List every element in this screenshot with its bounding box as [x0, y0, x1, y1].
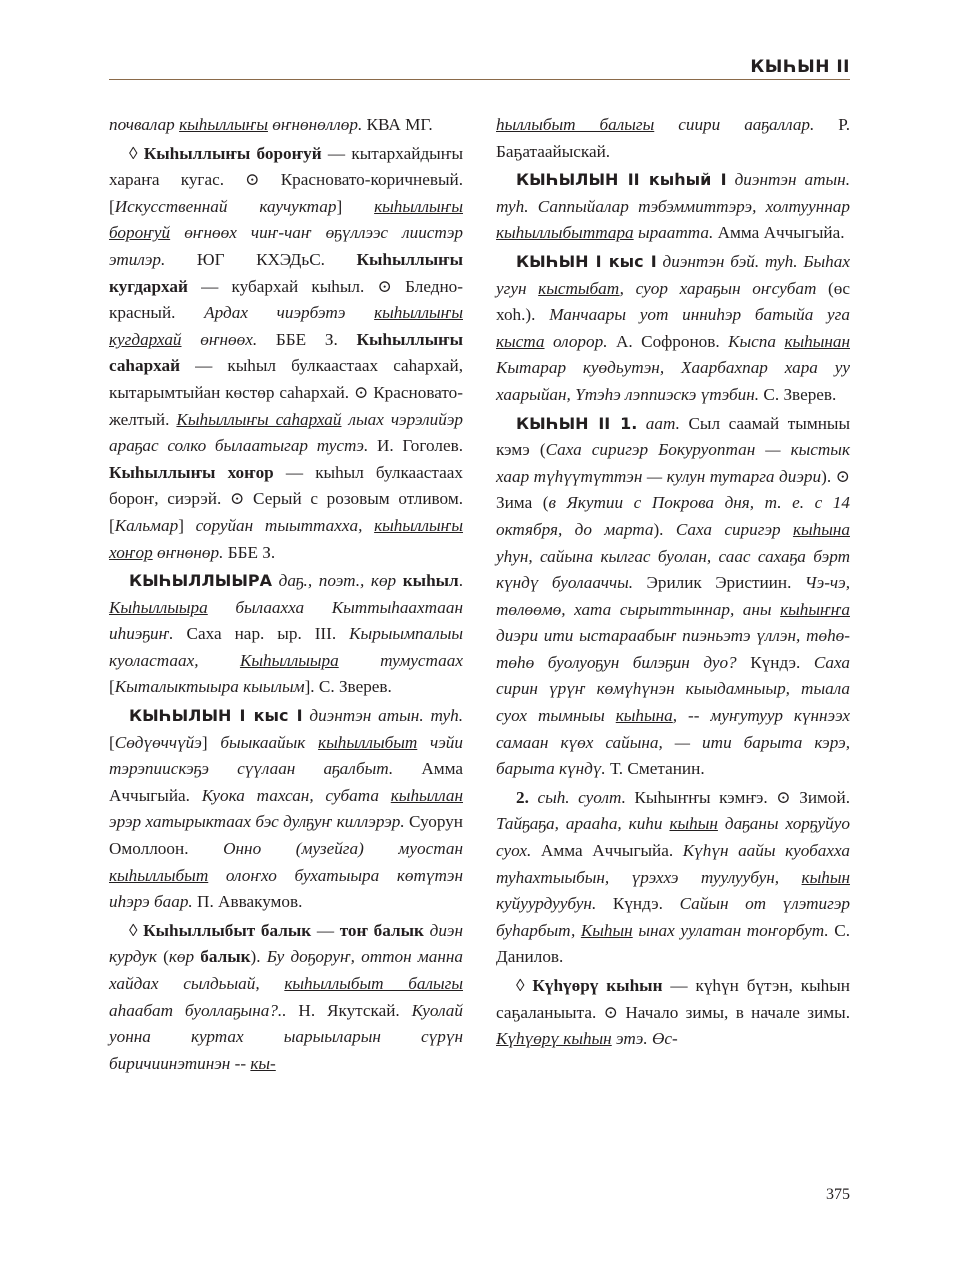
text-run: ББЕ З. [223, 542, 276, 562]
bold-term: кыһыл [402, 571, 459, 591]
text-run: Кытарар куөдьутэн, Хаарбахпар хара уу хаарыйан, Үтэһэ лэппиэскэ үтэбин. [496, 358, 850, 404]
text-run: кыһыллыбыт [318, 732, 418, 752]
text-run: Сайын от үлэтигэр буһарбыт, [496, 894, 851, 940]
text-run: кыһыллыҥы бороҥуй [109, 196, 463, 243]
text-run: кыһыллыбыт [109, 865, 209, 885]
headword: КЫҺЫН II 1. [516, 413, 638, 433]
text-run: кыһына [792, 519, 850, 539]
text-run: ыраатта. [633, 223, 714, 243]
dictionary-paragraph [496, 973, 850, 1053]
text-run: олоҥхо бухатыыра көтүтэн иһэрэ баар. [109, 865, 463, 912]
text-run: куйуурдуубун. [496, 894, 597, 914]
headword: КЫҺЫЛЫН I кыс I [129, 706, 303, 726]
text-run: Күһүн аайы куобахха туһахтыыбын, үрэххэ туулуубун, [496, 841, 850, 887]
text-run: кыһына [615, 706, 673, 726]
text-run: Чэ-чэ, төлөөмө, хата сырыттыннар, аны [496, 573, 850, 619]
text-run: соруйан тыыттаххa, [195, 515, 375, 535]
text-run: — [311, 920, 340, 940]
text-run: Саха сирин үрүҥ көмүһүнэн кыыдамныыр, тыала суох тымныы [496, 652, 850, 726]
text-run: ЮГ КХЭДьС. [165, 249, 357, 269]
headword: КЫҺЫЛЛЫЫРА [129, 571, 273, 591]
text-run: Амма Аччыгыйа. [531, 841, 683, 861]
text-run: . [458, 571, 463, 591]
text-run: Искусственнай каучуктар [114, 196, 337, 216]
text-run: аһаабат буоллаҕына?.. [109, 1000, 287, 1020]
text-run: тумустаах [338, 650, 463, 670]
text-run: быыкаайык [220, 732, 319, 752]
text-run: өҥнөнөллөр. [267, 115, 367, 134]
text-run: С. Данилов. [496, 920, 851, 967]
page-number: 375 [826, 1186, 850, 1203]
text-run: [ [109, 732, 115, 752]
dictionary-paragraph [496, 411, 850, 783]
text-run: кыһыллан [390, 785, 463, 805]
text-run: — кыһыл булкаастаах бороҥ, сиэрэй. ⊙ Серый с розовым отливом. [ [109, 462, 463, 535]
text-run: сыһ. суолт. [528, 787, 626, 807]
text-run: Кыһыллыыра [239, 650, 339, 670]
text-run: Н. Якутскай. [286, 1000, 412, 1020]
bold-term: Кыһыллыҥы саһархай [109, 329, 463, 376]
text-run: Куолай уонна куртах ыарыыларын сүрүн биричиинэтинэн -- [109, 1000, 463, 1073]
bold-term: тоҥ балык [339, 920, 424, 940]
bold-term: 2. [516, 787, 529, 807]
text-run: кыһынан [784, 331, 850, 351]
text-run: Кыһыллыҥы саһархай [176, 409, 342, 429]
text-run: ] [178, 515, 196, 535]
text-run: даҕ., поэт., көр [272, 571, 403, 591]
left-column [109, 112, 463, 1079]
text-run: кыһын [669, 814, 718, 834]
text-run: Ардах чиэрбэтэ [204, 303, 375, 323]
text-run: уһун, сайына кылгас буолан, саас сахаҕа бэрт күндү буолааччы. [496, 546, 850, 593]
text-run: кыһын [801, 867, 850, 887]
headword: КЫҺЫН I кыс I [516, 251, 657, 271]
text-run: кыһыҥҥа [780, 599, 850, 619]
text-run: Манчаары уот инниһэр батыйа уга [549, 305, 850, 325]
bold-term: Кыһыллыҥы бороҥуй [143, 143, 322, 163]
dictionary-paragraph [109, 703, 463, 916]
text-run: кыһыллыбыттара [496, 223, 634, 243]
text-run: Күһүөрү кыһын [496, 1029, 612, 1049]
text-run: этэ. Өс- [611, 1029, 678, 1049]
bold-term: Күһүөрү кыһын [532, 976, 663, 995]
text-run: лыах чэрэлийэр араҕас солко былаатыгар тустэ. [109, 409, 463, 456]
text-run: в Якутии с Покрова дня, т. е. с 14 октября, до марта [496, 493, 850, 539]
text-run: ). [250, 947, 267, 967]
text-run: кы- [250, 1053, 276, 1073]
text-run: Бу доҕоруҥ, оттон манна хайдах сылдьыай, [109, 947, 464, 993]
text-run: ). ⊙ Зима ( [496, 466, 851, 513]
text-run: Саха сиригэр Бокуруоптан — кыстык хаар түһүүтүттэн — кулун тутарга диэри [496, 440, 850, 486]
dictionary-paragraph [109, 918, 463, 1078]
text-run: Куока тахсан, субата [201, 785, 391, 805]
text-run: Кырыымпалыы куоластаах, [109, 624, 463, 670]
right-column [496, 112, 850, 1055]
text-run: Саха нар. ыр. III. [173, 624, 350, 644]
text-run: чэйи тэрэпиискэҕэ сүүлаан аҕалбыт. [109, 732, 463, 779]
text-run: Кыһыллыыра [109, 597, 208, 617]
text-run: көр [168, 947, 195, 967]
text-run: Эрилик Эристиин. [633, 573, 805, 593]
header-rule [109, 79, 850, 80]
text-run: Онно (музейга) муостан [223, 839, 463, 859]
text-run: аат. [637, 413, 680, 433]
dictionary-paragraph [496, 249, 850, 409]
text-run: — кыһыл булкаастаах саһархай, кытарымтыйан көстөр саһархай. ⊙ Красновато-желтый. [109, 356, 463, 429]
running-header-title: КЫҺЫН II [750, 57, 850, 77]
bold-term: Кыһыллыҥы хоҥор [109, 462, 274, 482]
text-run: эрэр хатырыктаах бэс дулҕуҥ киллэрэр. [109, 812, 405, 832]
text-run: былаахха Кыттыһаахтаан иһиэҕиҥ. [109, 597, 463, 644]
text-run: Сыл саамай тымныы кэмэ ( [496, 413, 851, 460]
text-run: ◊ [129, 920, 144, 940]
dictionary-paragraph [109, 568, 463, 701]
text-run: ]. С. Зверев. [304, 677, 392, 697]
text-run: Күндэ. [736, 652, 814, 672]
text-run: диэри ити ыстараабыҥ пиэньэтэ үллэн, төһө-төһө буолуоҕун билэҕин дуо? [496, 626, 850, 672]
text-run: даҕаны хорҕуйуо суох. [496, 814, 850, 861]
text-run: Саха сиригэр [675, 519, 793, 539]
text-run: Т. Сметанин. [605, 759, 705, 779]
text-run: һыллыбыт балыгы [496, 115, 655, 134]
text-run: диэнтэн атын. туһ. [302, 706, 463, 726]
text-run: ] [336, 196, 375, 216]
text-run: Кыһыҥҥы кэмҥэ. ⊙ Зимой. [625, 787, 850, 807]
text-run: (өс хоһ.). [496, 278, 850, 325]
text-run: кыһыллыҥы хоҥор [109, 515, 463, 562]
text-run: ). [653, 519, 676, 539]
text-run: Кыһын [580, 920, 633, 940]
text-run: өҥнөөх. [181, 329, 258, 349]
text-run: диэн курдук [109, 920, 464, 967]
text-run: ] [201, 732, 221, 752]
dictionary-paragraph [496, 167, 850, 247]
text-run: диэнтэн бэй. туһ. Быһах угун [496, 251, 850, 298]
text-run: кыстыбат [538, 278, 620, 298]
text-run: ◊ [129, 143, 144, 163]
text-run: кыһыллыҥы кугдархай [109, 303, 463, 349]
text-run: [ [109, 677, 115, 697]
text-run: ББЕ З. [257, 329, 357, 349]
bold-term: балык [200, 947, 251, 967]
dictionary-paragraph [109, 112, 463, 139]
text-run: , -- муҥутуур күннээх самаан күөх сайына, — ити барыта кэрэ, барыта күндү. [496, 706, 850, 779]
text-run: — кытархайдыҥы хараҥа кугас. ⊙ Красновато-коричневый. [ [109, 143, 463, 216]
text-run: , суор хараҕын оҥсубат [619, 278, 817, 298]
text-run: Кыталыктыыра кыылым [114, 677, 305, 697]
text-run: кыһыллыҥы [179, 115, 268, 134]
bold-term: Кыһыллыҥы кугдархай [109, 249, 463, 296]
text-run: Тайҕаҕа, арааһа, киһи [496, 814, 670, 834]
text-run: ынах уулатан тоҥорбут. [632, 920, 829, 940]
text-run: И. Гоголев. [368, 436, 463, 456]
text-run: Сөдүөччүйэ [114, 732, 202, 752]
text-run: А. Софронов. [607, 331, 729, 351]
text-run: Амма Аччыгыйа. [713, 223, 845, 243]
text-run: — күһүн бүтэн, кыһын саҕаланыыта. ⊙ Начало зимы, в начале зимы. [496, 976, 850, 1022]
text-run: кыста [496, 331, 545, 351]
text-run: Кальмар [114, 515, 179, 535]
text-run: почвалар [109, 115, 180, 134]
text-run: ◊ [516, 976, 533, 995]
text-run: олорор. [544, 331, 608, 351]
text-run: Р. Баҕатаайыскай. [496, 115, 850, 161]
bold-term: Кыһыллыбыт балык [143, 920, 312, 940]
text-run: Амма Аччыгыйа. [109, 759, 463, 805]
text-run: Кыспа [728, 331, 785, 351]
dictionary-paragraph [109, 141, 463, 567]
text-run: сиири ааҕаллар. [654, 115, 815, 134]
dictionary-paragraph [496, 785, 850, 971]
text-run: өҥнөнөр. [152, 542, 224, 562]
text-run: Күндэ. [596, 894, 680, 914]
dictionary-paragraph [496, 112, 850, 165]
headword: КЫҺЫЛЫН II кыһый I [516, 170, 727, 190]
text-run: диэнтэн атын. туһ. Саппыйалар тэбэммиттэрэ, холтууннар [496, 170, 851, 216]
text-run: кыһыллыбыт балыгы [284, 974, 463, 993]
text-run: КВА МГ. [366, 115, 433, 134]
text-run: өҥнөөх чиҥ-чаҥ өҕүллээс лиистэр этилэр. [109, 223, 463, 269]
text-run: П. Аввакумов. [192, 892, 303, 912]
text-run: ( [156, 947, 169, 967]
text-run: С. Зверев. [759, 384, 837, 404]
text-run: Суорун Омоллоон. [109, 812, 463, 859]
text-run: — кубархай кыһыл. ⊙ Бледно-красный. [109, 276, 463, 323]
